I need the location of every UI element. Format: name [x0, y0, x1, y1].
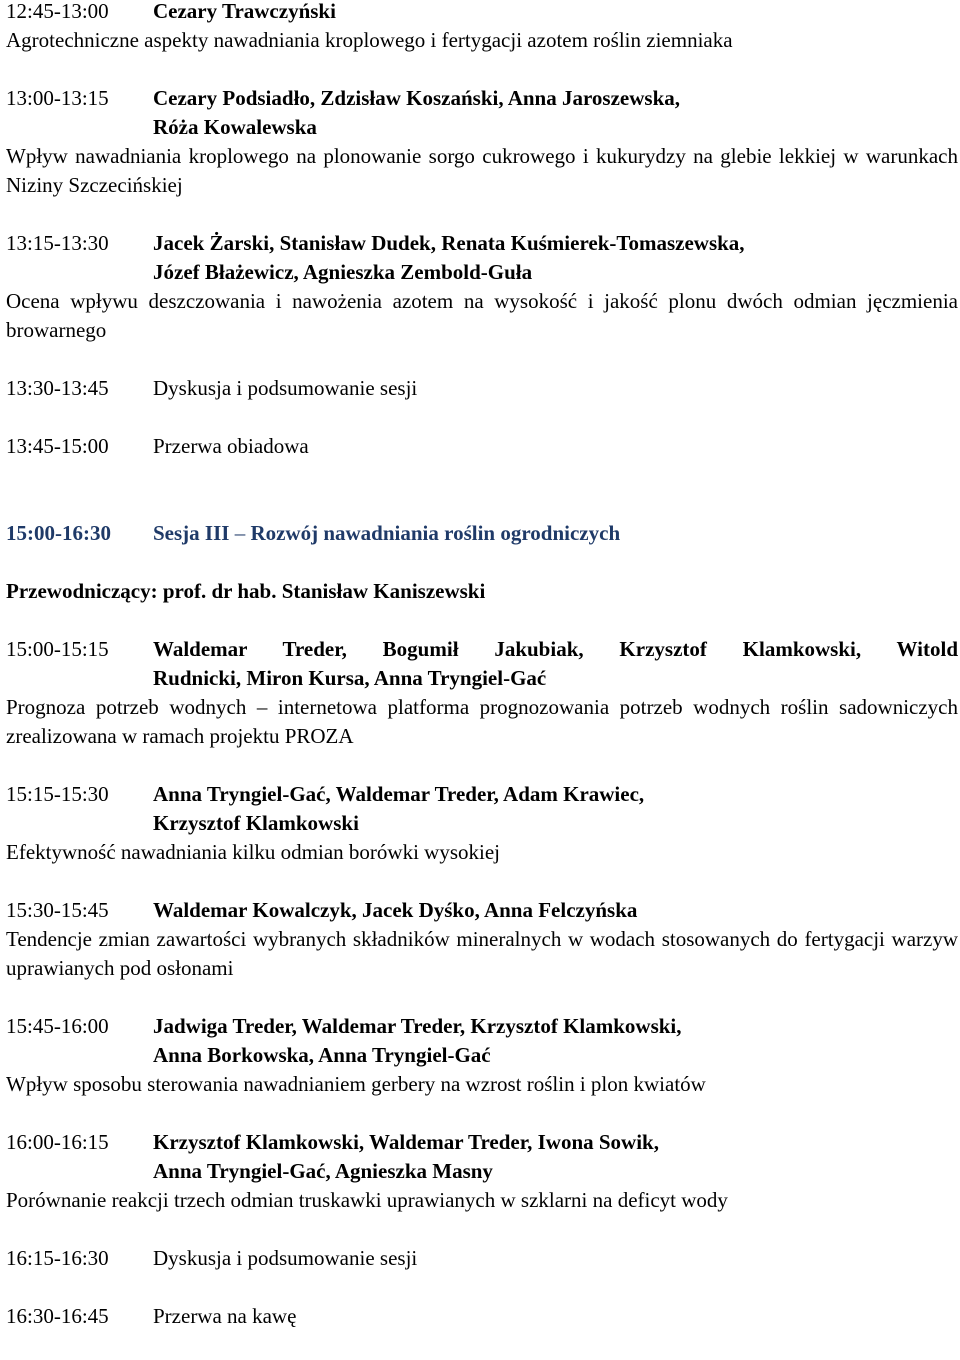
program-entry [6, 896, 958, 983]
entry-authors-continued: Anna Tryngiel-Gać, Agnieszka Masny [153, 1159, 493, 1183]
program-entry [6, 84, 958, 200]
entry-authors: Waldemar Treder, Bogumił Jakubiak, Krzysztof Klamkowski, Witold [153, 637, 958, 661]
session-name: Sesja III [153, 521, 230, 545]
entry-time: 13:00-13:15 [6, 86, 109, 110]
program-entry [6, 1012, 958, 1099]
entry-title: Efektywność nawadniania kilku odmian borówki wysokiej [6, 840, 500, 864]
break-label: Przerwa obiadowa [153, 434, 309, 458]
break-time: 16:15-16:30 [6, 1246, 109, 1270]
program-entry [6, 229, 958, 345]
entry-time: 13:15-13:30 [6, 231, 109, 255]
entry-title: Tendencje zmian zawartości wybranych składników mineralnych w wodach stosowanych do fertygacji warzyw uprawianych pod osłonami [6, 927, 958, 980]
break-time: 16:30-16:45 [6, 1304, 109, 1328]
entry-time: 15:15-15:30 [6, 782, 109, 806]
entry-authors-continued: Rudnicki, Miron Kursa, Anna Tryngiel-Gać [153, 666, 547, 690]
entry-title: Porównanie reakcji trzech odmian truskawki uprawianych w szklarni na deficyt wody [6, 1188, 728, 1212]
session-time: 15:00-16:30 [6, 521, 111, 545]
entry-title: Wpływ sposobu sterowania nawadnianiem gerbery na wzrost roślin i plon kwiatów [6, 1072, 706, 1096]
entry-time: 15:30-15:45 [6, 898, 109, 922]
entry-time: 16:00-16:15 [6, 1130, 109, 1154]
entry-authors-continued: Krzysztof Klamkowski [153, 811, 359, 835]
entry-authors: Krzysztof Klamkowski, Waldemar Treder, Iwona Sowik, [153, 1130, 659, 1154]
session-chair: Przewodniczący: prof. dr hab. Stanisław Kaniszewski [6, 579, 486, 603]
entry-time: 15:00-15:15 [6, 637, 109, 661]
entry-title: Ocena wpływu deszczowania i nawożenia azotem na wysokość i jakość plonu dwóch odmian jęczmienia browarnego [6, 289, 958, 342]
entry-title: Wpływ nawadniania kroplowego na plonowanie sorgo cukrowego i kukurydzy na glebie lekkiej w warunkach Niziny Szczecińskiej [6, 144, 958, 197]
entry-authors: Jadwiga Treder, Waldemar Treder, Krzysztof Klamkowski, [153, 1014, 682, 1038]
program-entry [6, 0, 958, 55]
entry-time: 15:45-16:00 [6, 1014, 109, 1038]
entry-authors: Jacek Żarski, Stanisław Dudek, Renata Kuśmierek-Tomaszewska, [153, 231, 745, 255]
break-label: Dyskusja i podsumowanie sesji [153, 376, 418, 400]
entry-title: Prognoza potrzeb wodnych – internetowa platforma prognozowania potrzeb wodnych roślin sadowniczych zrealizowana w ramach projektu PROZA [6, 695, 958, 748]
entry-authors-continued: Józef Błażewicz, Agnieszka Zembold-Guła [153, 260, 533, 284]
entry-title: Agrotechniczne aspekty nawadniania kroplowego i fertygacji azotem roślin ziemniaka [6, 28, 733, 52]
program-entry [6, 1128, 958, 1215]
break-entry [6, 1302, 958, 1331]
session-dash: – [234, 521, 246, 545]
break-entry [6, 1244, 958, 1273]
entry-authors: Anna Tryngiel-Gać, Waldemar Treder, Adam Krawiec, [153, 782, 645, 806]
break-label: Przerwa na kawę [153, 1304, 297, 1328]
entry-authors-continued: Róża Kowalewska [153, 115, 317, 139]
program-entry [6, 635, 958, 751]
entry-time: 12:45-13:00 [6, 0, 109, 23]
break-time: 13:30-13:45 [6, 376, 109, 400]
break-label: Dyskusja i podsumowanie sesji [153, 1246, 418, 1270]
entry-authors: Waldemar Kowalczyk, Jacek Dyśko, Anna Felczyńska [153, 898, 638, 922]
program-entry [6, 780, 958, 867]
break-entry [6, 374, 958, 403]
entry-authors: Cezary Trawczyński [153, 0, 336, 23]
entry-authors-continued: Anna Borkowska, Anna Tryngiel-Gać [153, 1043, 491, 1067]
entry-authors: Cezary Podsiadło, Zdzisław Koszański, Anna Jaroszewska, [153, 86, 680, 110]
break-time: 13:45-15:00 [6, 434, 109, 458]
break-entry [6, 432, 958, 461]
program-page [6, 0, 958, 1360]
session-topic: Rozwój nawadniania roślin ogrodniczych [250, 521, 621, 545]
session-heading [6, 519, 958, 548]
